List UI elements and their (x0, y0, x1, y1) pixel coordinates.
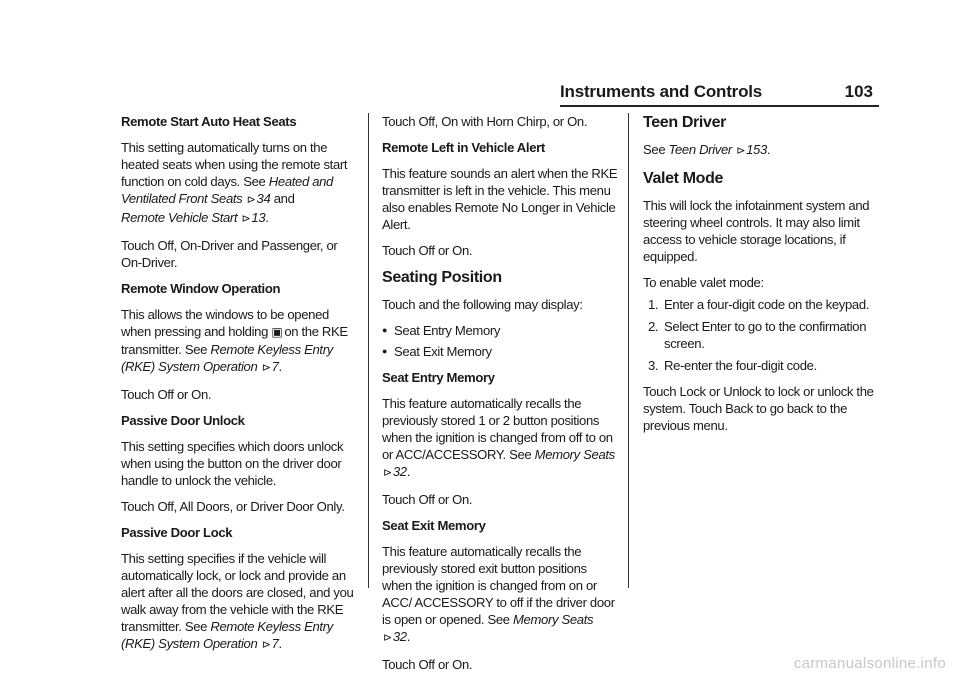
remote-start-heat-options: Touch Off, On-Driver and Passenger, or On-Driver. (121, 238, 338, 270)
page-arrow-icon: ⊳ (736, 145, 746, 157)
list-item: 3. Re-enter the four-digit code. (648, 358, 817, 373)
page-number: 103 (844, 82, 873, 101)
exit-title: Seat Exit Memory (382, 518, 486, 533)
window-body: This allows the windows to be opened when pressing and holding ▣ on the RKE transmitter. See Remote Keyless Entry (RKE) System Operation ⊳7. (121, 307, 348, 374)
rke-link[interactable]: Remote Keyless Entry (RKE) System Operation (121, 619, 333, 651)
unlock-options: Touch Off, All Doors, or Driver Door Only. (121, 499, 345, 514)
lock-body: This setting specifies if the vehicle will automatically lock, or lock and provide an alert after all the doors are closed, and you walk away from the vehicle with the RKE transmitter. See Remote Keyless Entry (RKE) System Operation ⊳7. (121, 551, 354, 651)
column-1 (121, 113, 357, 663)
page-header (560, 82, 879, 108)
lock-options: Touch Off, On with Horn Chirp, or On. (382, 114, 588, 129)
page-arrow-icon: ⊳ (383, 632, 392, 644)
remote-start-link[interactable]: Remote Vehicle Start (121, 210, 238, 225)
column-divider (368, 113, 369, 588)
rke-link[interactable]: Remote Keyless Entry (RKE) System Operation (121, 342, 333, 374)
list-item: ● Seat Exit Memory (382, 343, 618, 360)
exit-options: Touch Off or On. (382, 657, 473, 672)
exit-body: This feature automatically recalls the previously stored exit button positions when the ignition is changed from on or ACC/ ACCESSORY to off if the driver door is open or opened. See Memory Seats ⊳32. (382, 544, 615, 644)
left-alert-title: Remote Left in Vehicle Alert (382, 140, 545, 155)
entry-title: Seat Entry Memory (382, 370, 495, 385)
valet-steps (643, 296, 879, 374)
unlock-body: This setting specifies which doors unlock when using the button on the driver door handle to unlock the vehicle. (121, 439, 344, 488)
valet-heading: Valet Mode (643, 170, 724, 187)
entry-options: Touch Off or On. (382, 492, 473, 507)
rke-button-icon: ▣ (271, 325, 283, 339)
valet-intro: To enable valet mode: (643, 275, 764, 290)
remote-start-heat-title: Remote Start Auto Heat Seats (121, 114, 297, 129)
unlock-title: Passive Door Unlock (121, 413, 245, 428)
list-item: ● Seat Entry Memory (382, 322, 618, 339)
window-options: Touch Off or On. (121, 387, 212, 402)
column-divider (628, 113, 629, 588)
window-title: Remote Window Operation (121, 281, 281, 296)
teen-driver-link[interactable]: Teen Driver (668, 142, 732, 157)
teen-see: See Teen Driver ⊳153. (643, 142, 771, 157)
valet-outro: Touch Lock or Unlock to lock or unlock the system. Touch Back to go back to the previous menu. (643, 384, 874, 433)
page-arrow-icon: ⊳ (383, 467, 392, 479)
teen-heading: Teen Driver (643, 114, 727, 131)
seating-list (382, 322, 618, 360)
seating-heading: Seating Position (382, 269, 502, 286)
page-arrow-icon: ⊳ (246, 194, 256, 206)
watermark: carmanualsonline.info (793, 655, 946, 672)
list-item: 2. Select Enter to go to the confirmation screen. (648, 319, 867, 351)
remote-start-heat-body: This setting automatically turns on the heated seats when using the remote start function on cold days. See Heated and Ventilated Front Seats ⊳34 and Remote Vehicle Start ⊳13. (121, 140, 348, 225)
page-arrow-icon: ⊳ (241, 213, 251, 225)
heated-seats-link[interactable]: Heated and Ventilated Front Seats (121, 174, 333, 206)
section-title: Instruments and Controls (560, 82, 763, 101)
page-arrow-icon: ⊳ (261, 639, 271, 651)
entry-body: This feature automatically recalls the previously stored 1 or 2 button positions when the ignition is changed from off to on or ACC/ACCESSORY. See Memory Seats ⊳32. (382, 396, 615, 479)
memory-seats-link[interactable]: Memory Seats (534, 447, 615, 462)
column-2 (382, 113, 618, 682)
list-item: 1. Enter a four-digit code on the keypad. (648, 297, 870, 312)
lock-title: Passive Door Lock (121, 525, 233, 540)
memory-seats-link[interactable]: Memory Seats (513, 612, 594, 627)
seating-intro: Touch and the following may display: (382, 297, 583, 312)
left-alert-body: This feature sounds an alert when the RKE transmitter is left in the vehicle. This menu also enables Remote No Longer in Vehicle Alert. (382, 166, 618, 232)
column-3 (643, 113, 879, 443)
valet-body: This will lock the infotainment system and steering wheel controls. It may also limit access to vehicle storage locations, if equipped. (643, 198, 870, 264)
page-arrow-icon: ⊳ (261, 362, 271, 374)
header-rule (560, 105, 879, 107)
left-alert-options: Touch Off or On. (382, 243, 473, 258)
